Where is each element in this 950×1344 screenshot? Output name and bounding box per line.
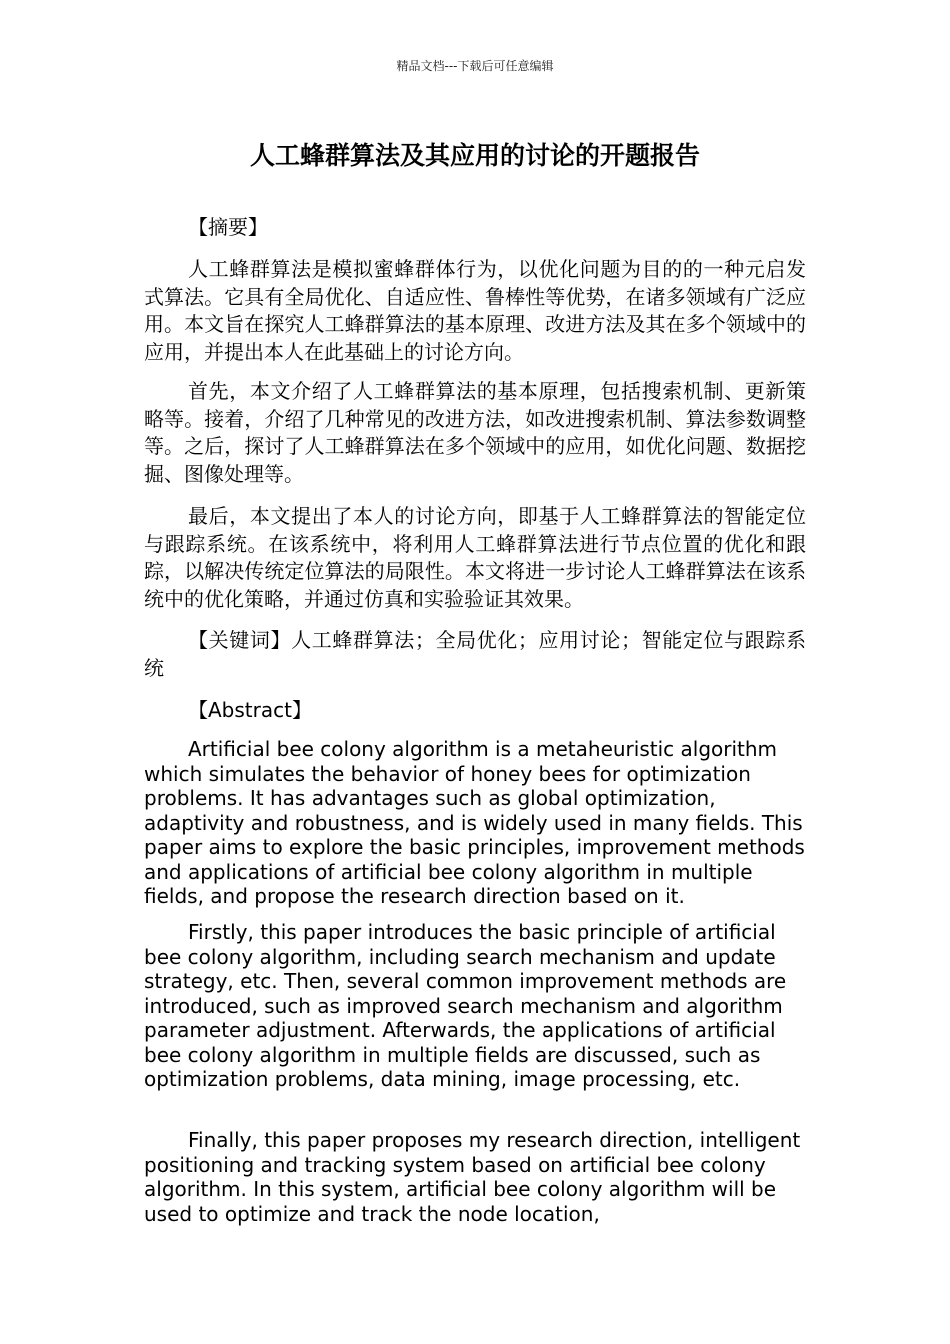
abstract-cn-label-block (144, 213, 806, 241)
abstract-en-para-3-block (144, 1128, 806, 1226)
abstract-cn-paragraph-2: 首先，本文介绍了人工蜂群算法的基本原理，包括搜索机制、更新策略等。接着，介绍了几种常见的改进方法，如改进搜索机制、算法参数调整等。之后，探讨了人工蜂群算法在多个领域中的应用，如优化问题、数据挖掘、图像处理等。 (144, 379, 806, 486)
abstract-en-para-1-block (144, 737, 806, 909)
abstract-cn-paragraph-3: 最后，本文提出了本人的讨论方向，即基于人工蜂群算法的智能定位与跟踪系统。在该系统中，将利用人工蜂群算法进行节点位置的优化和跟踪，以解决传统定位算法的局限性。本文将进一步讨论人工蜂群算法在该系统中的优化策略，并通过仿真和实验验证其效果。 (144, 504, 806, 611)
abstract-cn-paragraph-1: 人工蜂群算法是模拟蜜蜂群体行为，以优化问题为目的的一种元启发式算法。它具有全局优化、自适应性、鲁棒性等优势，在诸多领域有广泛应用。本文旨在探究人工蜂群算法的基本原理、改进方法及其在多个领域中的应用，并提出本人在此基础上的讨论方向。 (144, 257, 806, 364)
abstract-cn-label: 【摘要】 (188, 215, 268, 239)
page-header: 精品文档---下载后可任意编辑 (396, 59, 554, 73)
abstract-en-paragraph-2: Firstly, this paper introduces the basic principle of artificial bee colony algorithm, including search mechanism and update strategy, etc. Then, several common improvement methods are introduced, such as improved search mechanism and algorithm parameter adjustment. Afterwards, the applications of artificial bee colony algorithm in multiple fields are discussed, such as optimization problems, data mining, image processing, etc. (144, 920, 787, 1091)
keywords-block (144, 627, 806, 682)
abstract-cn-para-2-block (144, 378, 806, 488)
abstract-en-label-block (144, 696, 806, 724)
abstract-en-paragraph-3: Finally, this paper proposes my research direction, intelligent positioning and tracking system based on artificial bee colony algorithm. In this system, artificial bee colony algorithm will be used to optimize and track the node location, (144, 1128, 801, 1226)
abstract-en-label: 【Abstract】 (188, 698, 312, 722)
abstract-cn-para-1-block (144, 256, 806, 366)
abstract-en-para-2-block (144, 920, 806, 1092)
keywords: 【关键词】人工蜂群算法；全局优化；应用讨论；智能定位与跟踪系统 (144, 628, 806, 680)
abstract-en-paragraph-1: Artificial bee colony algorithm is a metaheuristic algorithm which simulates the behavior of honey bees for optimization problems. It has advantages such as global optimization, adaptivity and robustness, and is widely used in many fields. This paper aims to explore the basic principles, improvement methods and applications of artificial bee colony algorithm in multiple fields, and propose the research direction based on it. (144, 737, 805, 908)
abstract-cn-para-3-block (144, 503, 806, 613)
document-title: 人工蜂群算法及其应用的讨论的开题报告 (249, 141, 700, 170)
